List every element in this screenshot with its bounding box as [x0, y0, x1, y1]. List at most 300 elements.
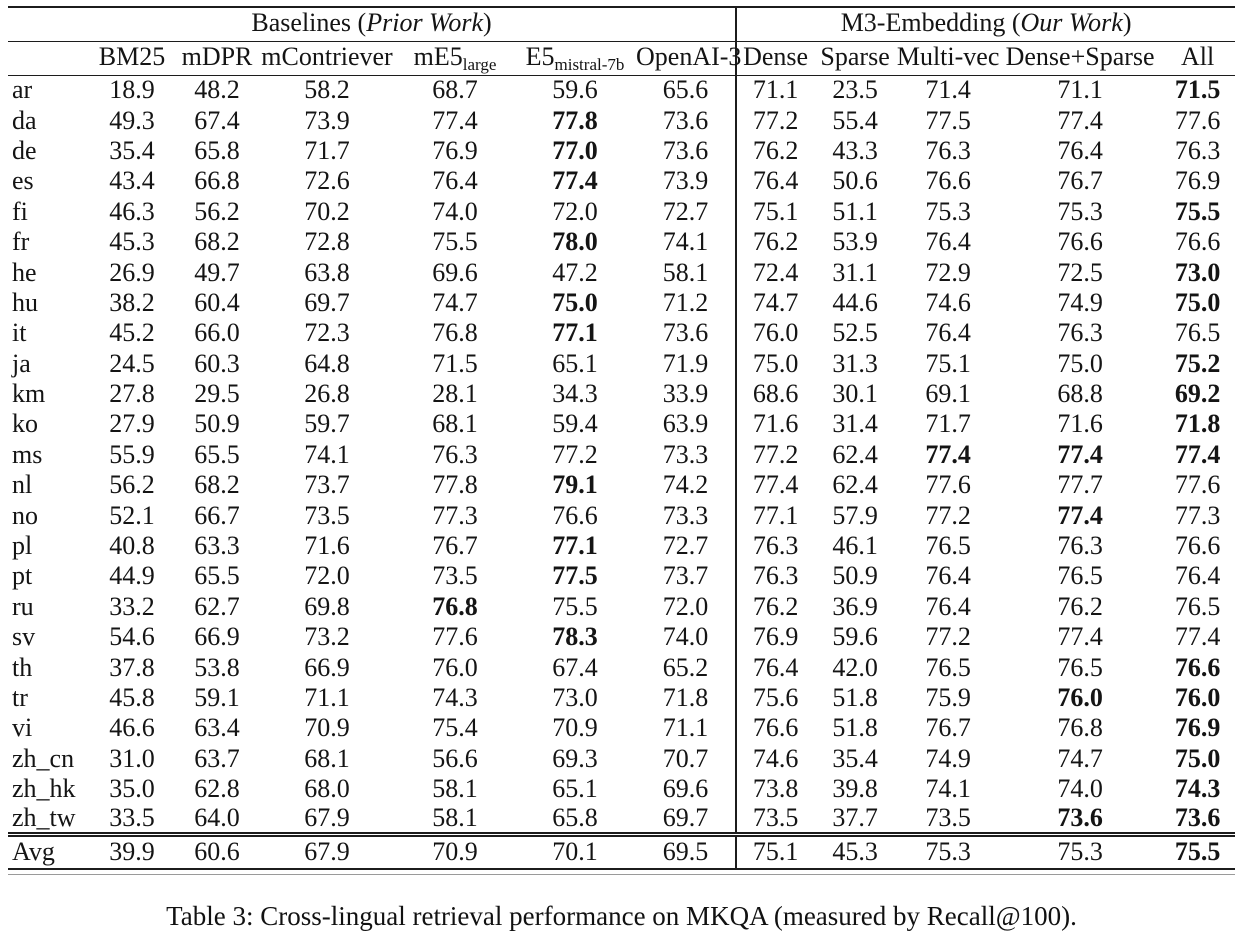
value-cell: 45.8 [109, 683, 155, 712]
value-cell: 29.5 [194, 379, 240, 409]
value-cell: 74.0 [662, 622, 709, 652]
language-cell: Avg [8, 835, 88, 870]
table-row-ko [8, 409, 1235, 439]
value-cell: 74.0 [432, 196, 478, 226]
value-cell: 76.5 [925, 652, 971, 682]
value-cell: 66.9 [304, 652, 350, 682]
value-cell: 45.2 [109, 318, 155, 348]
value-cell: 76.7 [432, 531, 478, 561]
value-cell: 75.0 [1174, 287, 1221, 317]
value-cell: 77.6 [925, 470, 971, 500]
column-header-me5: $mE5_{large}$ [396, 41, 514, 75]
value-cell: 36.9 [832, 591, 878, 621]
value-cell: 52.1 [109, 500, 155, 530]
value-cell: 74.9 [925, 743, 971, 773]
table-row-no [8, 500, 1235, 530]
language-cell: th [12, 652, 33, 682]
value-cell: 75.3 [1057, 196, 1103, 226]
value-cell: 75.5 [1160, 835, 1235, 870]
value-cell: 76.9 [1174, 713, 1221, 743]
value-cell: 24.5 [109, 348, 155, 378]
value-cell: 67.9 [304, 803, 350, 833]
value-cell: 45.3 [109, 227, 155, 257]
value-cell: 77.1 [736, 500, 814, 530]
value-cell: 72.0 [662, 591, 709, 621]
value-cell: 74.6 [925, 287, 971, 317]
language-cell: sv [12, 622, 36, 652]
value-cell: 77.6 [432, 622, 478, 652]
value-cell: 72.0 [552, 196, 598, 226]
value-cell: 67.9 [258, 835, 396, 870]
value-cell: 59.6 [552, 75, 598, 105]
value-cell: 76.2 [736, 136, 814, 166]
value-cell: 71.4 [925, 75, 971, 105]
value-cell: 76.4 [1057, 135, 1103, 165]
value-cell: 76.8 [1057, 713, 1103, 743]
value-cell: 73.5 [304, 500, 350, 530]
value-cell: 73.8 [736, 774, 814, 804]
value-cell: 26.8 [304, 379, 350, 409]
value-cell: 68.1 [432, 409, 478, 439]
language-cell: ru [12, 591, 34, 621]
value-cell: 77.4 [925, 439, 971, 469]
value-cell: 76.2 [1057, 591, 1103, 621]
value-cell: 31.4 [832, 409, 878, 439]
value-cell: 75.2 [1174, 348, 1221, 378]
value-cell: 73.6 [662, 318, 709, 348]
paper-page [0, 6, 1243, 933]
value-cell: 46.6 [109, 713, 155, 743]
value-cell: 52.5 [832, 318, 878, 348]
language-cell: ar [12, 75, 33, 105]
value-cell: 77.8 [432, 470, 478, 500]
value-cell: 73.9 [662, 166, 709, 196]
value-cell: 56.2 [109, 470, 155, 500]
language-cell: it [12, 318, 27, 348]
value-cell: 70.2 [304, 196, 350, 226]
value-cell: 75.5 [1174, 196, 1221, 226]
value-cell: 76.8 [432, 591, 478, 621]
table-row-nl [8, 470, 1235, 500]
value-cell: 33.2 [109, 591, 155, 621]
value-cell: 40.8 [109, 531, 155, 561]
value-cell: 71.7 [925, 409, 971, 439]
value-cell: 71.1 [662, 713, 709, 743]
language-cell: vi [12, 713, 33, 743]
value-cell: 73.0 [552, 683, 598, 712]
value-cell: 73.6 [1174, 803, 1221, 833]
value-cell: 67.4 [552, 652, 598, 682]
value-cell: 77.5 [552, 561, 598, 591]
language-cell: fr [12, 227, 30, 257]
column-header-bm25: BM25 [88, 41, 176, 75]
value-cell: 76.4 [925, 227, 971, 257]
value-cell: 35.4 [832, 743, 878, 773]
value-cell: 72.8 [304, 227, 350, 257]
value-cell: 70.9 [396, 835, 514, 870]
value-cell: 71.2 [662, 287, 709, 317]
value-cell: 75.0 [1174, 743, 1221, 773]
value-cell: 75.9 [925, 683, 971, 712]
value-cell: 46.3 [109, 196, 155, 226]
value-cell: 63.9 [662, 409, 709, 439]
value-cell: 71.1 [1057, 75, 1103, 105]
value-cell: 77.3 [1174, 500, 1221, 530]
table-row-de [8, 136, 1235, 166]
value-cell: 76.0 [1174, 683, 1221, 712]
value-cell: 72.6 [304, 166, 350, 196]
value-cell: 63.7 [194, 743, 240, 773]
value-cell: 70.1 [514, 835, 636, 870]
value-cell: 76.6 [1174, 652, 1221, 682]
value-cell: 77.4 [736, 470, 814, 500]
value-cell: 57.9 [832, 500, 878, 530]
language-cell: hu [12, 287, 38, 317]
value-cell: 74.6 [736, 744, 814, 774]
value-cell: 75.3 [925, 196, 971, 226]
value-cell: 38.2 [109, 287, 155, 317]
table-row-ru [8, 592, 1235, 622]
value-cell: 71.6 [736, 409, 814, 439]
value-cell: 59.4 [552, 409, 598, 439]
value-cell: 68.2 [194, 227, 240, 257]
value-cell: 71.6 [304, 531, 350, 561]
value-cell: 70.9 [552, 713, 598, 743]
value-cell: 73.3 [662, 439, 709, 469]
value-cell: 71.1 [736, 75, 814, 105]
value-cell: 77.2 [552, 439, 598, 469]
value-cell: 53.8 [194, 652, 240, 682]
value-cell: 30.1 [832, 379, 878, 409]
column-header-row [8, 41, 1235, 75]
value-cell: 26.9 [109, 257, 155, 287]
value-cell: 72.0 [304, 561, 350, 591]
language-cell: pt [12, 561, 33, 591]
value-cell: 73.6 [662, 105, 709, 135]
value-cell: 62.7 [194, 591, 240, 621]
value-cell: 76.7 [1057, 166, 1103, 196]
value-cell: 60.6 [176, 835, 258, 870]
value-cell: 71.5 [432, 348, 478, 378]
value-cell: 51.8 [832, 713, 878, 743]
value-cell: 51.1 [832, 196, 878, 226]
table-row-da [8, 105, 1235, 135]
value-cell: 49.7 [194, 257, 240, 287]
table-caption: Table 3: Cross-lingual retrieval performance on MKQA (measured by Recall@100). [166, 901, 1077, 932]
value-cell: 76.9 [1174, 166, 1221, 196]
value-cell: 71.8 [1174, 409, 1221, 439]
value-cell: 76.4 [925, 561, 971, 591]
value-cell: 69.5 [636, 835, 736, 870]
value-cell: 65.5 [194, 439, 240, 469]
value-cell: 35.4 [109, 135, 155, 165]
value-cell: 27.8 [109, 379, 155, 409]
value-cell: 72.9 [925, 257, 971, 287]
language-cell: fi [12, 196, 28, 226]
column-header-e5: $E5_{mistral-7b}$ [514, 41, 636, 75]
value-cell: 74.1 [662, 227, 709, 257]
value-cell: 74.2 [662, 470, 709, 500]
value-cell: 69.2 [1174, 379, 1221, 409]
table-row-zh_hk [8, 774, 1235, 804]
value-cell: 50.6 [832, 166, 878, 196]
value-cell: 63.3 [194, 531, 240, 561]
group-header-m3-embedding: M3-Embedding (Our Work) [736, 7, 1235, 41]
value-cell: 76.2 [736, 227, 814, 257]
value-cell: 76.5 [1174, 591, 1221, 621]
value-cell: 27.9 [109, 409, 155, 439]
value-cell: 23.5 [832, 75, 878, 105]
value-cell: 46.1 [832, 531, 878, 561]
value-cell: 77.2 [925, 622, 971, 652]
table-row-vi [8, 713, 1235, 743]
language-cell: de [12, 135, 37, 165]
language-cell: tr [12, 683, 28, 712]
value-cell: 54.6 [109, 622, 155, 652]
value-cell: 18.9 [109, 75, 155, 105]
value-cell: 77.4 [1174, 439, 1221, 469]
value-cell: 77.2 [736, 105, 814, 135]
value-cell: 58.1 [432, 774, 478, 804]
value-cell: 76.5 [1057, 652, 1103, 682]
value-cell: 76.4 [925, 591, 971, 621]
value-cell: 64.8 [304, 348, 350, 378]
value-cell: 78.0 [552, 227, 598, 257]
column-header-multi-vec: Multi-vec [896, 41, 1000, 75]
value-cell: 74.1 [925, 774, 971, 804]
value-cell: 73.2 [304, 622, 350, 652]
value-cell: 64.0 [194, 803, 240, 833]
value-cell: 71.9 [662, 348, 709, 378]
value-cell: 76.4 [925, 318, 971, 348]
table-row-tr [8, 683, 1235, 713]
value-cell: 50.9 [832, 561, 878, 591]
table-row-hu [8, 288, 1235, 318]
table-row-zh_cn [8, 744, 1235, 774]
column-header-mcontriever: mContriever [258, 41, 396, 75]
value-cell: 31.3 [832, 348, 878, 378]
column-header-dense: Dense [736, 41, 814, 75]
value-cell: 65.1 [552, 348, 598, 378]
language-cell: zh_tw [12, 803, 76, 833]
value-cell: 69.7 [304, 287, 350, 317]
group-header-baselines: Baselines (Prior Work) [8, 7, 736, 41]
value-cell: 76.5 [1057, 561, 1103, 591]
table-row-ar [8, 75, 1235, 105]
value-cell: 77.4 [1174, 622, 1221, 652]
language-cell: pl [12, 531, 33, 561]
value-cell: 77.6 [1174, 470, 1221, 500]
value-cell: 73.3 [662, 500, 709, 530]
value-cell: 72.7 [662, 196, 709, 226]
value-cell: 70.9 [304, 713, 350, 743]
value-cell: 69.3 [552, 743, 598, 773]
value-cell: 76.7 [925, 713, 971, 743]
value-cell: 76.8 [432, 318, 478, 348]
language-cell: he [12, 257, 37, 287]
value-cell: 78.3 [552, 622, 598, 652]
value-cell: 65.6 [662, 75, 709, 105]
value-cell: 77.4 [1057, 500, 1103, 530]
value-cell: 55.4 [832, 105, 878, 135]
value-cell: 75.0 [1057, 348, 1103, 378]
table-row-ms [8, 440, 1235, 470]
language-cell: ms [12, 439, 43, 469]
value-cell: 62.4 [832, 470, 878, 500]
value-cell: 76.3 [1057, 531, 1103, 561]
table-row-zh_tw [8, 804, 1235, 834]
table-row-th [8, 652, 1235, 682]
value-cell: 59.7 [304, 409, 350, 439]
value-cell: 75.3 [896, 835, 1000, 870]
value-cell: 77.4 [1057, 622, 1103, 652]
value-cell: 76.6 [736, 713, 814, 743]
value-cell: 68.1 [304, 743, 350, 773]
language-cell: da [12, 105, 37, 135]
table-row-pt [8, 561, 1235, 591]
value-cell: 76.4 [432, 166, 478, 196]
value-cell: 28.1 [432, 379, 478, 409]
value-cell: 44.6 [832, 287, 878, 317]
language-cell: zh_hk [12, 774, 76, 804]
value-cell: 56.2 [194, 196, 240, 226]
value-cell: 76.9 [736, 622, 814, 652]
value-cell: 79.1 [552, 470, 598, 500]
value-cell: 74.7 [736, 288, 814, 318]
value-cell: 69.7 [662, 803, 709, 833]
value-cell: 50.9 [194, 409, 240, 439]
value-cell: 66.9 [194, 622, 240, 652]
value-cell: 76.6 [552, 500, 598, 530]
value-cell: 47.2 [552, 257, 598, 287]
value-cell: 77.4 [432, 105, 478, 135]
table-row-it [8, 318, 1235, 348]
value-cell: 39.9 [88, 835, 176, 870]
value-cell: 67.4 [194, 105, 240, 135]
value-cell: 31.0 [109, 743, 155, 773]
table-row-ja [8, 349, 1235, 379]
value-cell: 76.4 [736, 166, 814, 196]
value-cell: 44.9 [109, 561, 155, 591]
value-cell: 75.5 [552, 591, 598, 621]
value-cell: 66.7 [194, 500, 240, 530]
value-cell: 69.6 [662, 774, 709, 804]
language-cell: zh_cn [12, 743, 75, 773]
value-cell: 77.1 [552, 531, 598, 561]
value-cell: 68.0 [304, 774, 350, 804]
table-row-sv [8, 622, 1235, 652]
value-cell: 35.0 [109, 774, 155, 804]
value-cell: 72.7 [662, 531, 709, 561]
value-cell: 75.5 [432, 227, 478, 257]
value-cell: 71.1 [304, 683, 350, 712]
value-cell: 77.5 [925, 105, 971, 135]
value-cell: 69.8 [304, 591, 350, 621]
value-cell: 73.0 [1174, 257, 1221, 287]
value-cell: 65.8 [194, 135, 240, 165]
value-cell: 73.9 [304, 105, 350, 135]
value-cell: 65.8 [552, 803, 598, 833]
value-cell: 77.1 [552, 318, 598, 348]
value-cell: 76.0 [1057, 683, 1103, 712]
value-cell: 43.3 [832, 135, 878, 165]
value-cell: 62.8 [194, 774, 240, 804]
average-row [8, 835, 1235, 870]
value-cell: 76.2 [736, 592, 814, 622]
language-cell: ko [12, 409, 38, 439]
value-cell: 48.2 [194, 75, 240, 105]
value-cell: 75.3 [1000, 835, 1160, 870]
value-cell: 59.6 [832, 622, 878, 652]
value-cell: 71.6 [1057, 409, 1103, 439]
value-cell: 69.6 [432, 257, 478, 287]
column-header-dense-sparse: Dense+Sparse [1000, 41, 1160, 75]
value-cell: 77.8 [552, 105, 598, 135]
value-cell: 74.3 [1174, 774, 1221, 804]
value-cell: 75.0 [552, 287, 598, 317]
table-row-he [8, 257, 1235, 287]
value-cell: 74.7 [1057, 743, 1103, 773]
value-cell: 72.5 [1057, 257, 1103, 287]
table-bottom-rule [8, 874, 1235, 875]
value-cell: 39.8 [832, 774, 878, 804]
value-cell: 75.1 [925, 348, 971, 378]
value-cell: 72.3 [304, 318, 350, 348]
value-cell: 68.7 [432, 75, 478, 105]
value-cell: 75.1 [736, 835, 814, 870]
value-cell: 66.0 [194, 318, 240, 348]
value-cell: 76.3 [1174, 135, 1221, 165]
value-cell: 75.0 [736, 349, 814, 379]
language-cell: ja [12, 348, 31, 378]
value-cell: 33.5 [109, 803, 155, 833]
value-cell: 70.7 [662, 743, 709, 773]
value-cell: 33.9 [662, 379, 709, 409]
value-cell: 60.4 [194, 287, 240, 317]
value-cell: 37.7 [832, 803, 878, 833]
value-cell: 49.3 [109, 105, 155, 135]
value-cell: 51.8 [832, 683, 878, 712]
column-header-openai-3: OpenAI-3 [636, 41, 736, 75]
value-cell: 43.4 [109, 166, 155, 196]
value-cell: 53.9 [832, 227, 878, 257]
value-cell: 77.4 [552, 166, 598, 196]
language-cell: km [12, 379, 46, 409]
value-cell: 66.8 [194, 166, 240, 196]
results-table [8, 6, 1235, 870]
value-cell: 71.5 [1174, 75, 1221, 105]
value-cell: 59.1 [194, 683, 240, 712]
value-cell: 77.4 [1057, 439, 1103, 469]
value-cell: 73.6 [662, 135, 709, 165]
value-cell: 76.3 [1057, 318, 1103, 348]
value-cell: 73.5 [925, 803, 971, 833]
value-cell: 76.3 [925, 135, 971, 165]
value-cell: 75.1 [736, 197, 814, 227]
value-cell: 71.8 [662, 683, 709, 712]
value-cell: 73.5 [736, 804, 814, 834]
language-cell: es [12, 166, 34, 196]
value-cell: 76.3 [736, 531, 814, 561]
value-cell: 73.6 [1057, 803, 1103, 833]
value-cell: 74.0 [1057, 774, 1103, 804]
value-cell: 58.2 [304, 75, 350, 105]
value-cell: 76.0 [736, 318, 814, 348]
language-cell: nl [12, 470, 33, 500]
value-cell: 76.3 [432, 439, 478, 469]
language-cell: no [12, 500, 38, 530]
value-cell: 74.1 [304, 439, 350, 469]
